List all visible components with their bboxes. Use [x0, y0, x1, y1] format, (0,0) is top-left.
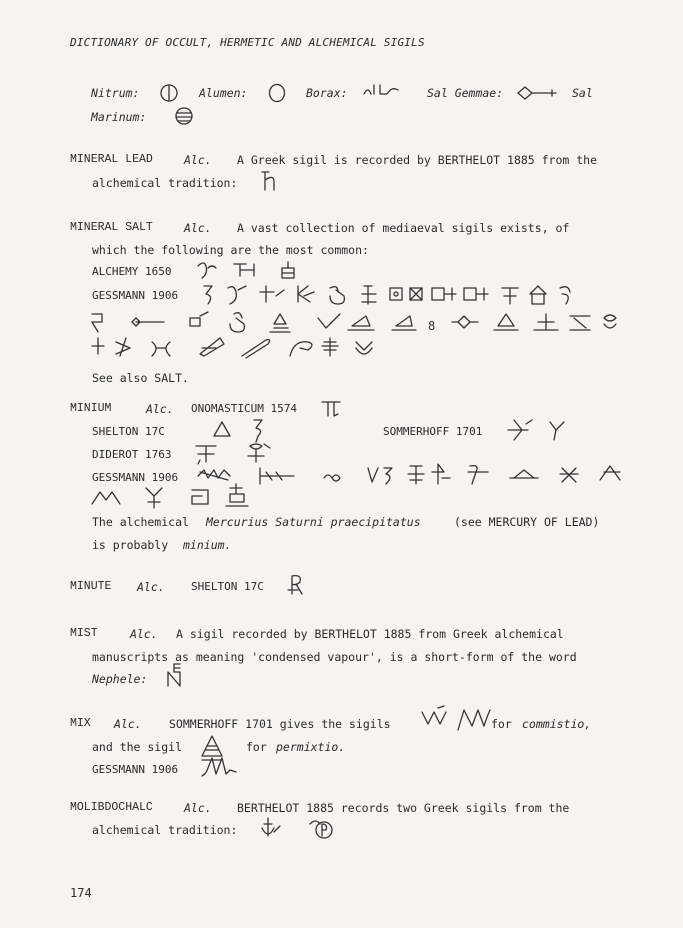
- molibdochalc-alc: Alc.: [184, 801, 212, 815]
- mist-text-2: manuscripts as meaning 'condensed vapour', is a short-form of the word: [92, 650, 577, 664]
- mix-gessmann-sigil: [200, 754, 240, 782]
- mineral-salt-alc: Alc.: [184, 221, 212, 235]
- minium-text-1a: The alchemical: [92, 515, 189, 529]
- mix-text-1: SOMMERHOFF 1701 gives the sigils: [169, 717, 391, 731]
- minium-onomasticum-sigil: [320, 396, 344, 420]
- entry-minute: MINUTE: [70, 580, 112, 593]
- entry-mineral-lead: MINERAL LEAD: [70, 153, 153, 166]
- minium-text-1c: (see MERCURY OF LEAD): [454, 515, 600, 529]
- mineral-lead-alc: Alc.: [184, 153, 212, 167]
- entry-mix: MIX: [70, 717, 91, 730]
- sal-gemmae-sigil: [516, 84, 560, 102]
- borax-label: Borax:: [306, 86, 348, 100]
- sommerhoff-1701-minium-label: SOMMERHOFF 1701: [383, 425, 483, 438]
- mix-text-2: and the sigil: [92, 740, 183, 754]
- running-head: DICTIONARY OF OCCULT, HERMETIC AND ALCHEMICAL SIGILS: [70, 36, 425, 49]
- mix-for-1: for: [491, 717, 512, 731]
- mix-permixtio: permixtio.: [276, 740, 346, 754]
- gessmann-salt-sigils-row-1: [200, 282, 640, 310]
- mix-alc: Alc.: [114, 717, 142, 731]
- minium-text-2a: is probably: [92, 538, 169, 552]
- mix-commistio-sigils: [420, 704, 492, 734]
- shelton-17c-minium-label: SHELTON 17C: [92, 425, 165, 438]
- sal-label: Sal: [572, 86, 593, 100]
- gessmann-salt-sigils-row-3: [90, 334, 390, 364]
- nitrum-sigil: [158, 82, 180, 104]
- mineral-lead-sigil: [260, 168, 280, 194]
- see-also-salt: See also SALT.: [92, 371, 189, 385]
- minium-text-2b: minium.: [183, 538, 232, 552]
- entry-minium: MINIUM: [70, 402, 112, 415]
- mix-gessmann-label: GESSMANN 1906: [92, 763, 179, 776]
- minium-sommerhoff-sigils: [506, 416, 576, 442]
- nitrum-label: Nitrum:: [91, 86, 140, 100]
- minute-alc: Alc.: [137, 580, 165, 594]
- minute-shelton-label: SHELTON 17C: [191, 580, 264, 593]
- gessmann-salt-sigils-row-2: [90, 310, 660, 336]
- minute-sigil: [284, 572, 308, 600]
- mineral-salt-text-1: A vast collection of mediaeval sigils exists, of: [237, 221, 570, 235]
- gessmann-1906-salt-label: GESSMANN 1906: [92, 289, 179, 302]
- entry-mineral-salt: MINERAL SALT: [70, 221, 153, 234]
- mineral-lead-text-2: alchemical tradition:: [92, 176, 238, 190]
- page-number: 174: [70, 886, 92, 900]
- minium-gessmann-sigils-row-2: [90, 482, 270, 512]
- entry-molibdochalc: MOLIBDOCHALC: [70, 801, 153, 814]
- gessmann-1906-minium-label: GESSMANN 1906: [92, 471, 179, 484]
- alchemy-1650-label: ALCHEMY 1650: [92, 265, 172, 278]
- alumen-label: Alumen:: [199, 86, 248, 100]
- mist-alc: Alc.: [130, 627, 158, 641]
- mineral-salt-text-2: which the following are the most common:: [92, 243, 369, 257]
- molibdochalc-text-1: BERTHELOT 1885 records two Greek sigils from the: [237, 801, 570, 815]
- molibdochalc-text-2: alchemical tradition:: [92, 823, 238, 837]
- mineral-lead-text-1: A Greek sigil is recorded by BERTHELOT 1885 from the: [237, 153, 598, 167]
- mist-text-1: A sigil recorded by BERTHELOT 1885 from Greek alchemical: [176, 627, 564, 641]
- minium-alc: Alc.: [146, 402, 174, 416]
- alumen-sigil: [266, 82, 288, 104]
- sal-gemmae-label: Sal Gemmae:: [427, 86, 504, 100]
- marinum-label: Marinum:: [91, 110, 147, 124]
- mist-nephele: Nephele:: [92, 672, 148, 686]
- sal-marinum-sigil: [173, 105, 195, 127]
- svg-text:8: 8: [428, 319, 436, 333]
- entry-mist: MIST: [70, 627, 98, 640]
- minium-text-1b: Mercurius Saturni praecipitatus: [206, 515, 421, 529]
- alchemy-1650-sigils: [196, 258, 316, 282]
- diderot-1763-label: DIDEROT 1763: [92, 448, 172, 461]
- mix-for-2: for: [246, 740, 267, 754]
- borax-sigil: [362, 82, 402, 102]
- mix-commistio: commistio,: [522, 717, 592, 731]
- onomasticum-label: ONOMASTICUM 1574: [191, 402, 297, 415]
- molibdochalc-sigils: [258, 814, 348, 844]
- mist-sigil: [164, 662, 188, 690]
